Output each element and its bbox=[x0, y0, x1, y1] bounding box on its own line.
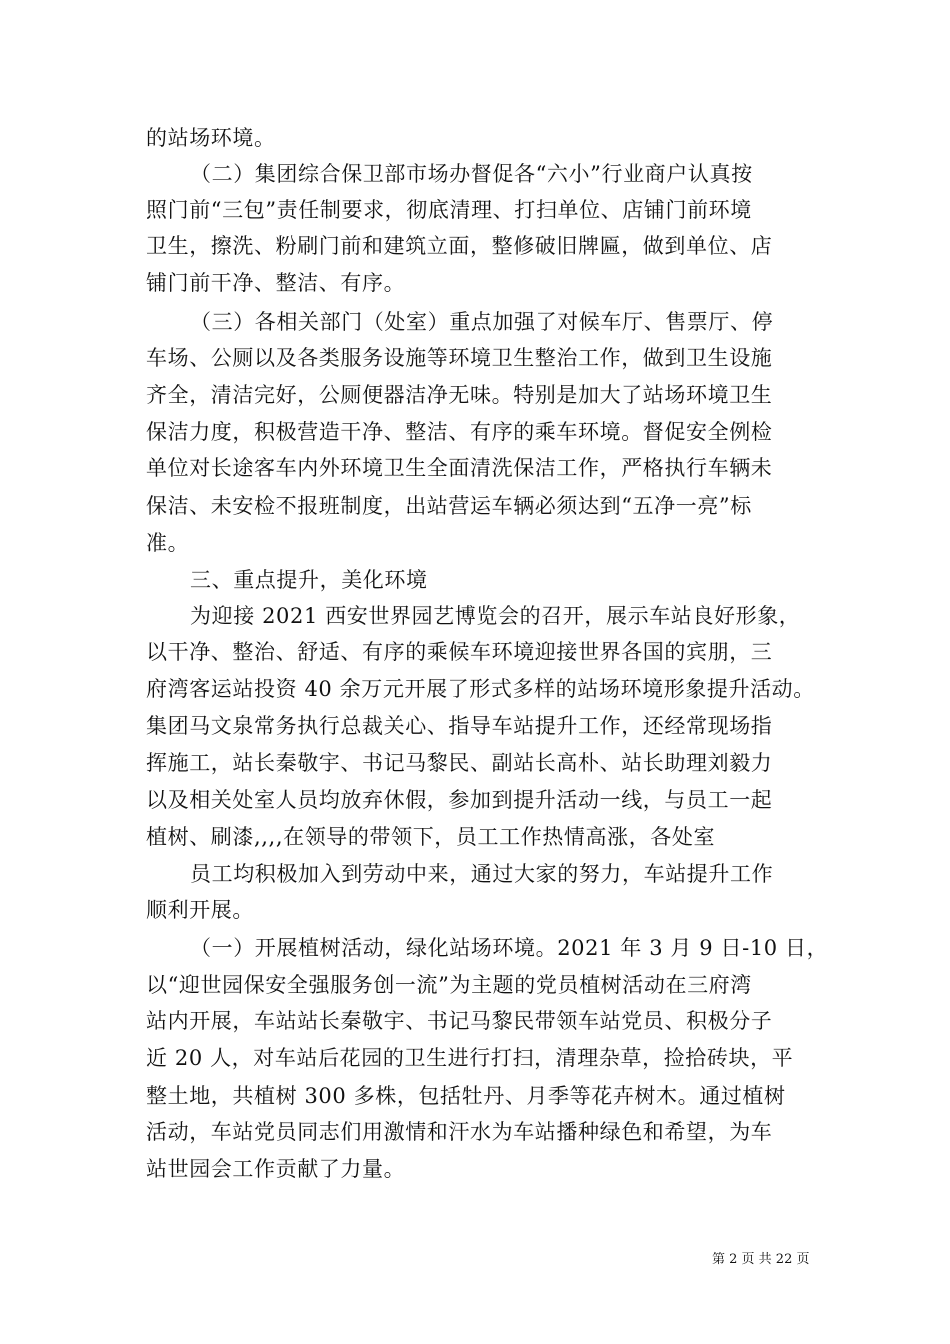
text-line: 单位对长途客车内外环境卫生全面清洗保洁工作，严格执行车辆未 bbox=[146, 456, 773, 480]
text-line: 为迎接 2021 西安世界园艺博览会的召开，展示车站良好形象， bbox=[190, 604, 801, 628]
text-line: 保洁、未安检不报班制度，出站营运车辆必须达到“五净一亮”标 bbox=[146, 494, 752, 518]
text-line: （三）各相关部门（处室）重点加强了对候车厅、售票厅、停 bbox=[190, 310, 774, 334]
text-line: 铺门前干净、整洁、有序。 bbox=[146, 271, 406, 295]
text-line: 准。 bbox=[146, 531, 190, 555]
text-line: 以干净、整治、舒适、有序的乘候车环境迎接世界各国的宾朋，三 bbox=[146, 640, 773, 664]
text-line: 的站场环境。 bbox=[146, 126, 276, 150]
text-line: （二）集团综合保卫部市场办督促各“六小”行业商户认真按 bbox=[190, 162, 753, 186]
text-line: 挥施工，站长秦敬宇、书记马黎民、副站长高朴、站长助理刘毅力 bbox=[146, 751, 773, 775]
text-line: （一）开展植树活动，绿化站场环境。2021 年 3 月 9 日-10 日， bbox=[190, 936, 829, 960]
text-line: 照门前“三包”责任制要求，彻底清理、打扫单位、店铺门前环境 bbox=[146, 198, 752, 222]
text-line: 近 20 人，对车站后花园的卫生进行打扫，清理杂草，捡拾砖块，平 bbox=[146, 1046, 794, 1070]
text-line: 整土地，共植树 300 多株，包括牡丹、月季等花卉树木。通过植树 bbox=[146, 1084, 786, 1108]
text-line: 站内开展，车站站长秦敬宇、书记马黎民带领车站党员、积极分子 bbox=[146, 1009, 773, 1033]
text-line: 站世园会工作贡献了力量。 bbox=[146, 1157, 406, 1181]
text-line: 车场、公厕以及各类服务设施等环境卫生整治工作，做到卫生设施 bbox=[146, 346, 773, 370]
text-line: 府湾客运站投资 40 余万元开展了形式多样的站场环境形象提升活动。 bbox=[146, 677, 815, 701]
text-line: 卫生，擦洗、粉刷门前和建筑立面，整修破旧牌匾，做到单位、店 bbox=[146, 234, 773, 258]
section-heading: 三、重点提升，美化环境 bbox=[190, 568, 428, 592]
text-line: 齐全，清洁完好，公厕便器洁净无味。特别是加大了站场环境卫生 bbox=[146, 383, 773, 407]
text-line: 以及相关处室人员均放弃休假，参加到提升活动一线，与员工一起 bbox=[146, 788, 773, 812]
text-line: 植树、刷漆,,,,在领导的带领下，员工工作热情高涨，各处室 bbox=[146, 825, 716, 849]
text-line: 保洁力度，积极营造干净、整洁、有序的乘车环境。督促安全例检 bbox=[146, 420, 773, 444]
text-line: 顺利开展。 bbox=[146, 898, 254, 922]
page-number: 第 2 页 共 22 页 bbox=[712, 1252, 810, 1267]
text-line: 活动，车站党员同志们用激情和汗水为车站播种绿色和希望，为车 bbox=[146, 1120, 773, 1144]
text-line: 以“迎世园保安全强服务创一流”为主题的党员植树活动在三府湾 bbox=[146, 973, 752, 997]
text-line: 员工均积极加入到劳动中来，通过大家的努力，车站提升工作 bbox=[190, 862, 774, 886]
text-line: 集团马文泉常务执行总裁关心、指导车站提升工作，还经常现场指 bbox=[146, 714, 773, 738]
